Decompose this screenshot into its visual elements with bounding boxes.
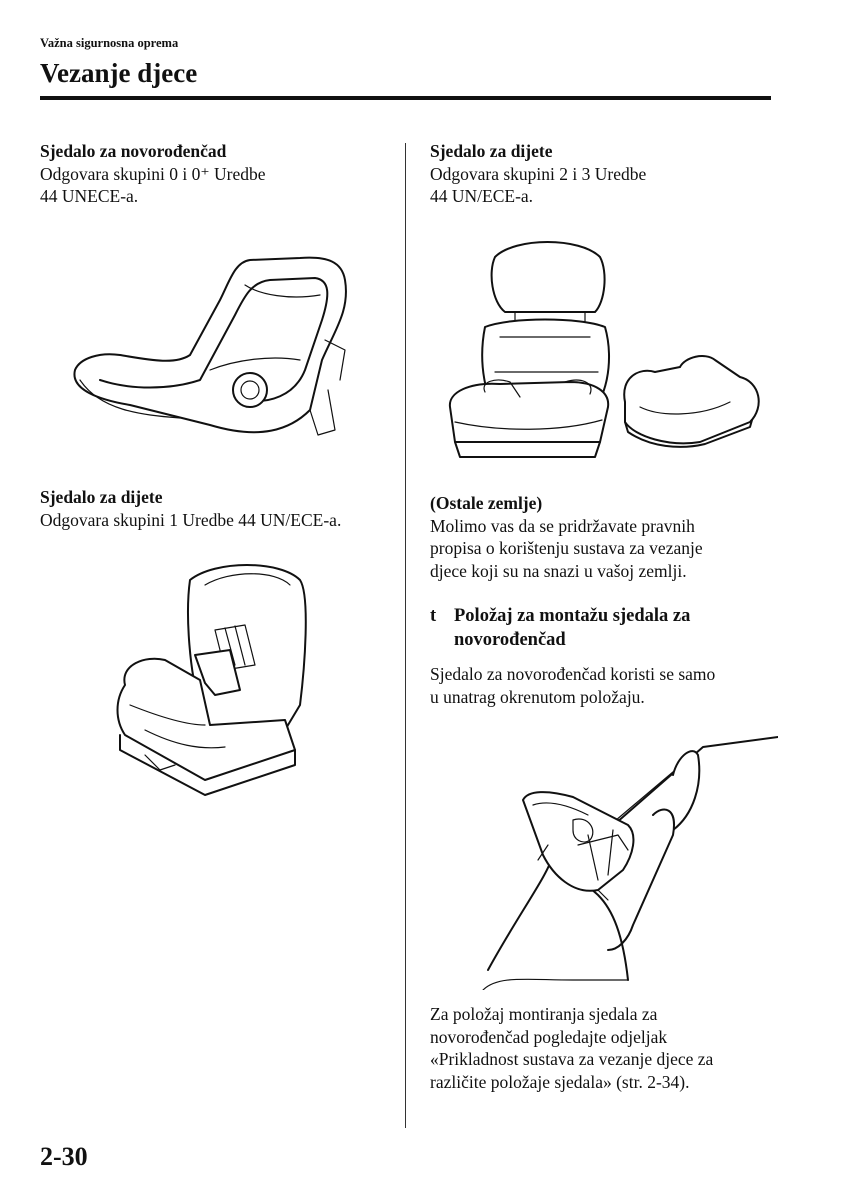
mount-heading-line-1: Položaj za montažu sjedala za	[454, 606, 691, 626]
booster-seat-illustration	[440, 232, 770, 467]
infant-seat-heading: Sjedalo za novorođenčad	[40, 141, 227, 161]
child-seat-text	[40, 486, 400, 531]
other-countries-text	[430, 492, 790, 582]
mount-body-line-1: Sjedalo za novorođenčad koristi se samo	[430, 664, 716, 684]
mount-body-line-2: u unatrag okrenutom položaju.	[430, 686, 645, 707]
footer-note-line-3: «Prikladnost sustava za vezanje djece za	[430, 1049, 714, 1069]
column-divider	[405, 143, 406, 1128]
booster-seat-heading: Sjedalo za dijete	[430, 141, 553, 161]
infant-seat-line-1: Odgovara skupini 0 i 0⁺ Uredbe	[40, 163, 266, 184]
booster-seat-line-1: Odgovara skupini 2 i 3 Uredbe	[430, 163, 647, 184]
booster-seat-text	[430, 140, 790, 208]
other-countries-line-3: djece koji su na snazi u vašoj zemlji.	[430, 560, 687, 581]
infant-carrier-illustration	[60, 240, 360, 450]
other-countries-line-2: propisa o korištenju sustava za vezanje	[430, 538, 703, 558]
footer-note-line-2: novorođenčad pogledajte odjeljak	[430, 1026, 668, 1047]
section-bullet: t	[430, 606, 437, 626]
mount-section-body	[430, 663, 790, 708]
page-number: 2-30	[40, 1142, 88, 1171]
mount-section-heading	[430, 604, 775, 654]
mount-heading-line-2: novorođenčad	[454, 630, 566, 650]
other-countries-heading: (Ostale zemlje)	[430, 493, 543, 513]
title-rule	[40, 96, 771, 100]
infant-seat-text	[40, 140, 390, 208]
rear-facing-installation-illustration	[478, 735, 778, 990]
footer-note	[430, 1003, 790, 1093]
booster-seat-line-2: 44 UN/ECE-a.	[430, 186, 534, 206]
section-label: Važna sigurnosna oprema	[40, 36, 179, 50]
child-seat-line-1: Odgovara skupini 1 Uredbe 44 UN/ECE-a.	[40, 509, 342, 530]
other-countries-line-1: Molimo vas da se pridržavate pravnih	[430, 515, 695, 536]
footer-note-line-1: Za položaj montiranja sjedala za	[430, 1004, 658, 1024]
child-seat-group1-illustration	[105, 555, 320, 800]
footer-note-line-4: različite položaje sjedala» (str. 2-34).	[430, 1071, 690, 1092]
child-seat-heading: Sjedalo za dijete	[40, 487, 163, 507]
infant-seat-line-2: 44 UNECE-a.	[40, 186, 139, 206]
page-title: Vezanje djece	[40, 58, 198, 88]
